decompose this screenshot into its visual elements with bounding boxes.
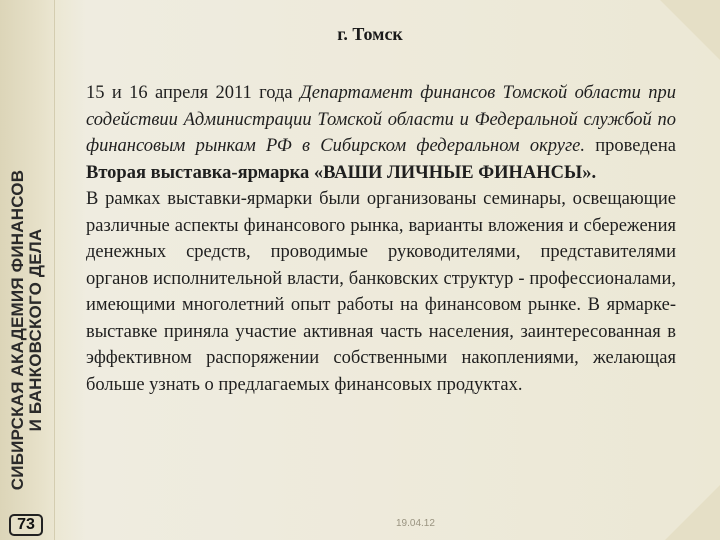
paragraph-1-event-name: Вторая выставка-ярмарка «ВАШИ ЛИЧНЫЕ ФИНАНСЫ». [86,162,597,183]
body-text [86,80,676,398]
page-title: г. Томск [337,24,403,44]
sidebar-divider [54,0,55,540]
organization-name-line2: И БАНКОВСКОГО ДЕЛА [26,228,45,432]
paragraph-1 [86,80,676,186]
paragraph-1-organizers: Департамент финансов Томской области при содействии Администрации Томской области и Федеральной службой по финансовым рынкам РФ в Сибирском федеральном округе. [86,83,676,156]
footer-date: 19.04.12 [396,518,435,529]
corner-decoration-bottom-right [665,485,720,540]
organization-name-vertical [9,120,45,540]
corner-decoration-top-right [660,0,720,60]
organization-name-line1: СИБИРСКАЯ АКАДЕМИЯ ФИНАНСОВ [8,169,27,491]
paragraph-1-intro: 15 и 16 апреля 2011 года [86,83,300,103]
paragraph-1-connector: проведена [585,136,676,156]
page-number-badge: 73 [9,514,43,536]
paragraph-2: В рамках выставки-ярмарки были организованы семинары, освещающие различные аспекты финансового рынка, варианты вложения и сбережения денежных средств, проводимые руководителями, представителями органов исполнительной власти, банковских структур - профессионалами, имеющими многолетний опыт работы на финансовом рынке. В ярмарке-выставке приняла участие активная часть населения, заинтересованная в эффективном распоряжении собственными накоплениями, желающая больше узнать о предлагаемых финансовых продуктах. [86,189,676,395]
